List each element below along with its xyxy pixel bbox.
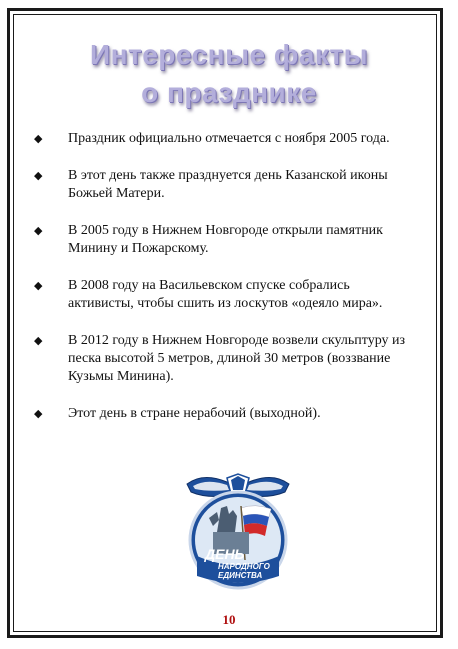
title-line-2: о празднике (141, 77, 317, 108)
emblem-line-1: ДЕНЬ (205, 546, 245, 562)
bullet-icon: ◆ (34, 133, 43, 145)
fact-text: В 2008 году на Васильевском спуске собрались активисты, чтобы сшить из лоскутов «одеяло мира». (68, 278, 383, 311)
bullet-icon: ◆ (34, 408, 43, 420)
facts-list (30, 130, 410, 442)
unity-day-emblem (183, 470, 293, 590)
list-item (30, 167, 410, 203)
list-item (30, 130, 410, 148)
list-item (30, 332, 410, 386)
page-title (0, 36, 458, 112)
fact-text: Праздник официально отмечается с ноября 2005 года. (68, 131, 390, 146)
bullet-icon: ◆ (34, 280, 43, 292)
bullet-icon: ◆ (34, 170, 43, 182)
list-item (30, 222, 410, 258)
bullet-icon: ◆ (34, 335, 43, 347)
fact-text: В 2012 году в Нижнем Новгороде возвели скульптуру из песка высотой 5 метров, длиной 30 метров (воззвание Кузьмы Минина). (68, 333, 406, 384)
bullet-icon: ◆ (34, 225, 43, 237)
fact-text: В 2005 году в Нижнем Новгороде открыли памятник Минину и Пожарскому. (68, 223, 383, 256)
list-item (30, 405, 410, 423)
list-item (30, 277, 410, 313)
emblem-line-3: ЕДИНСТВА (218, 571, 263, 580)
page-number: 10 (222, 612, 236, 627)
fact-text: В этот день также празднуется день Казанской иконы Божьей Матери. (68, 168, 388, 201)
fact-text: Этот день в стране нерабочий (выходной). (68, 406, 321, 421)
title-line-1: Интересные факты (89, 39, 369, 70)
emblem-line-2: НАРОДНОГО (218, 562, 270, 571)
